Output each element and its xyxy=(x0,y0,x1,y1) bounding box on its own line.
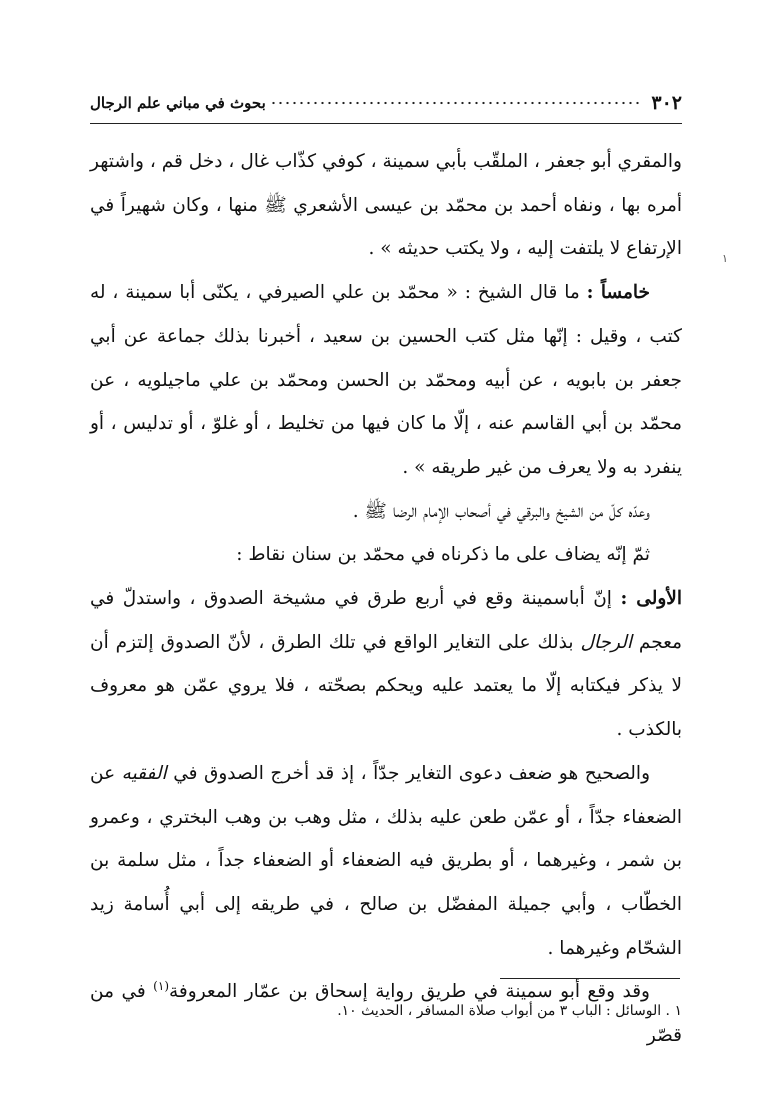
paragraph-text: وعدّه كلّ من الشيخ والبرقي في أصحاب الإمام الرضا ﷺ . xyxy=(352,500,650,522)
paragraph-text: عن الضعفاء جدّاً ، أو عمّن طعن عليه بذلك ، مثل وهب بن وهب البختري ، وعمرو بن شمر ، وغيرهما ، أو بطريق فيه الضعفاء أو الضعفاء جداً ، مثل سلمة بن الخطّاب ، وأبي جميلة المفضّل بن صالح ، في طريقه إلى أبي أُسامة زيد الشحّام وغيرهما . xyxy=(90,762,682,959)
header-rule xyxy=(90,123,682,124)
paragraph-text: وقد وقع أبو سمينة في طريق رواية إسحاق بن عمّار المعروفة xyxy=(169,981,650,1003)
footnote: ١ . الوسائل : الباب ٣ من أبواب صلاة المسافر ، الحديث ١٠. xyxy=(337,1003,682,1019)
paragraph-text: ما قال الشيخ : « محمّد بن علي الصيرفي ، يكنّى أبا سمينة ، له كتب ، وقيل : إنّها مثل كتب الحسين بن سعيد ، أخبرنا بذلك جماعة عن أبي جعفر بن بابويه ، عن أبيه ومحمّد بن الحسن ومحمّد بن علي ماجيلويه ، عن محمّد بن أبي القاسم عنه ، إلّا ما كان فيها من تخليط ، أو غلوّ ، أو تدليس ، أو ينفرد به ولا يعرف من غير طريقه » . xyxy=(90,282,682,478)
paragraph-text: والمقري أبو جعفر ، الملقّب بأبي سمينة ، كوفي كذّاب غال ، دخل قم ، واشتهر أمره بها ، ونفاه أحمد بن محمّد بن عيسى الأشعري ﷺ منها ، وكان شهيراً في الإرتفاع لا يلتفت إليه ، ولا يكتب حديثه » . xyxy=(90,151,682,260)
header-dot-leader xyxy=(270,97,642,109)
book-title: الفقيه xyxy=(121,762,167,784)
running-title: بحوث في مباني علم الرجال xyxy=(90,94,266,112)
paragraph-text: بذلك على التغاير الواقع في تلك الطرق ، لأنّ الصدوق إلتزم أن لا يذكر فيكتابه إلّا ما يعتمد عليه ويحكم بصحّته ، فلا يروي عمّن هو معروف بالكذب . xyxy=(90,631,682,741)
page-number: ٣٠٢ xyxy=(651,92,682,114)
paragraph-lead: الأولى : xyxy=(620,588,682,610)
paragraph xyxy=(90,271,682,490)
footnote-reference[interactable]: (١) xyxy=(153,979,169,994)
running-header xyxy=(90,88,682,118)
main-text xyxy=(90,140,682,1058)
paragraph-text: في من قصّر xyxy=(90,981,682,1047)
margin-mark: ١ xyxy=(722,252,728,265)
paragraph xyxy=(90,752,682,971)
paragraph xyxy=(90,490,682,534)
book-title: الرجال xyxy=(580,631,632,653)
paragraph-text: إنّ أباسمينة وقع في أربع طرق في مشيخة الصدوق ، واستدلّ في معجم xyxy=(90,588,682,653)
footnote-separator xyxy=(500,978,680,979)
paragraph xyxy=(90,533,682,577)
paragraph xyxy=(90,140,682,271)
paragraph-text: ثمّ إنّه يضاف على ما ذكرناه في محمّد بن سنان نقاط : xyxy=(236,544,650,566)
paragraph-lead: خامساً : xyxy=(586,282,650,304)
paragraph xyxy=(90,577,682,752)
paragraph-text: والصحيح هو ضعف دعوى التغاير جدّاً ، إذ قد أخرج الصدوق في xyxy=(173,762,651,784)
